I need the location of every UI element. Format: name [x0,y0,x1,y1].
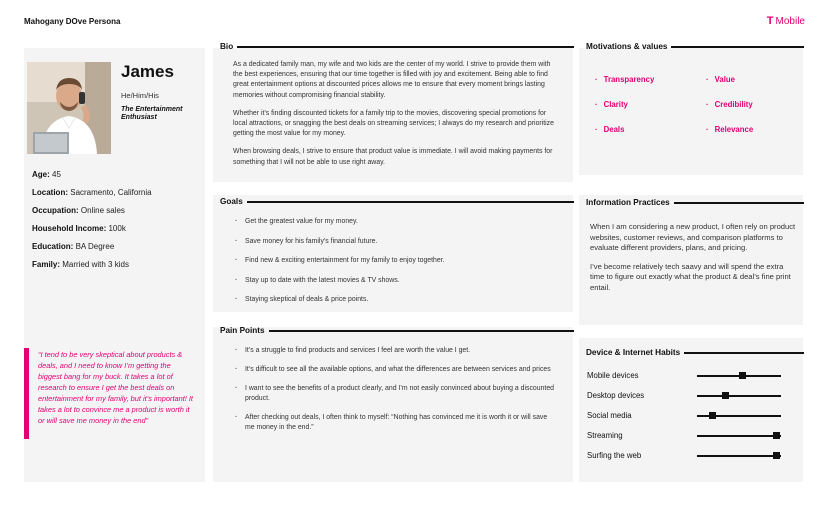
info-practices-text [590,222,796,301]
streaming-slider-track [697,435,781,437]
motivations-panel [579,48,803,175]
info-paragraph: I’ve become relatively tech saavy and will spend the extra time to figure out exactly what the product & deal’s fine print entail. [590,261,791,292]
device-habits-heading: Device & Internet Habits [586,348,804,357]
bio-text [233,60,558,176]
profile-photo [27,62,111,154]
list-item: · After checking out deals, I often think to myself: “Nothing has convinced me it is worth it or will save me money in the end.” [233,413,558,433]
bio-heading: Bio [220,42,574,51]
mobile-slider-knob [739,372,746,379]
info-paragraph: When I am considering a new product, I often rely on product websites, customer reviews, and comparison platforms to evaluate different providers, plans, and pricing. [590,222,796,252]
persona-pronouns: He/Him/His [121,91,159,100]
list-item: · It’s a struggle to find products and services I feel are worth the value I get. [233,346,558,356]
fact-age: Age: 45 [32,170,61,179]
motivation-deals: · Deals [595,125,625,134]
fact-income: Household Income: 100k [32,224,126,233]
list-item: · Save money for his family’s financial future. [233,237,563,247]
person-photo-icon [27,62,111,154]
list-item: · Find new & exciting entertainment for my family to enjoy together. [233,256,563,266]
device-habits-panel [579,338,803,482]
motivation-credibility: · Credibility [706,100,753,109]
bio-paragraph: Whether it’s finding discounted tickets for a family trip to the movies, discovering special promotions for local attractions, or snagging the best deals on streaming services; I always do my research and prioritize getting the most value for my money. [233,109,554,138]
web-slider-knob [773,452,780,459]
list-item: · I want to see the benefits of a product clearly, and I’m not easily convinced about buying a discounted product. [233,384,558,404]
goals-list [233,217,563,305]
fact-education: Education: BA Degree [32,242,115,251]
persona-name: James [121,62,174,81]
persona-facts [32,170,152,278]
motivation-clarity: · Clarity [595,100,628,109]
list-item: · Staying skeptical of deals & price points. [233,295,563,305]
brand-t: T [766,15,774,27]
desktop-slider-knob [722,392,729,399]
bio-paragraph: When browsing deals, I strive to ensure that product value is immediate. I will avoid making payments for something that I will not be able to use right away. [233,148,553,166]
device-label-social: Social media [587,411,632,420]
motivation-relevance: · Relevance [706,125,754,134]
device-label-web: Surfing the web [587,451,642,460]
persona-role: The Entertainment Enthusiast [121,106,183,121]
list-item: · Get the greatest value for my money. [233,217,563,227]
social-slider-knob [709,412,716,419]
list-item: · It’s difficult to see all the available options, and what the differences are between services and prices [233,365,558,375]
bio-paragraph: As a dedicated family man, my wife and two kids are the center of my world. I strive to provide them with the best experiences, ensuring that our time together is filled with joy and excitement. Being able to find great entertainment options at discounted prices allows me to ensure that every moment brings lasting memories without compromising financial stability. [233,61,551,99]
motivation-transparency: · Transparency [595,75,655,84]
device-label-mobile: Mobile devices [587,371,639,380]
motivations-heading: Motivations & values [586,42,804,51]
web-slider-track [697,455,781,457]
device-label-streaming: Streaming [587,431,623,440]
brand-name: Mobile [775,15,805,27]
desktop-slider-track [697,395,781,397]
pain-points-list [233,346,558,433]
goals-heading: Goals [220,197,574,206]
fact-occupation: Occupation: Online sales [32,206,125,215]
fact-location: Location: Sacramento, California [32,188,152,197]
pain-points-heading: Pain Points [220,326,574,335]
persona-title: Mahogany DOve Persona [24,17,121,26]
fact-family: Family: Married with 3 kids [32,260,129,269]
persona-quote: “I tend to be very skeptical about products & deals, and I need to know I’m getting the biggest bang for my buck. It takes a lot of research to ensure I get the best deals on entertainment for my family, but it’s important! It takes a lot to convince me a product is worth it or will save me money in the end” [38,350,193,425]
info-practices-heading: Information Practices [586,198,804,207]
device-label-desktop: Desktop devices [587,391,645,400]
streaming-slider-knob [773,432,780,439]
brand-logo [767,15,805,27]
motivation-value: · Value [706,75,735,84]
quote-accent-bar [24,348,29,439]
list-item: · Stay up to date with the latest movies & TV shows. [233,276,563,286]
